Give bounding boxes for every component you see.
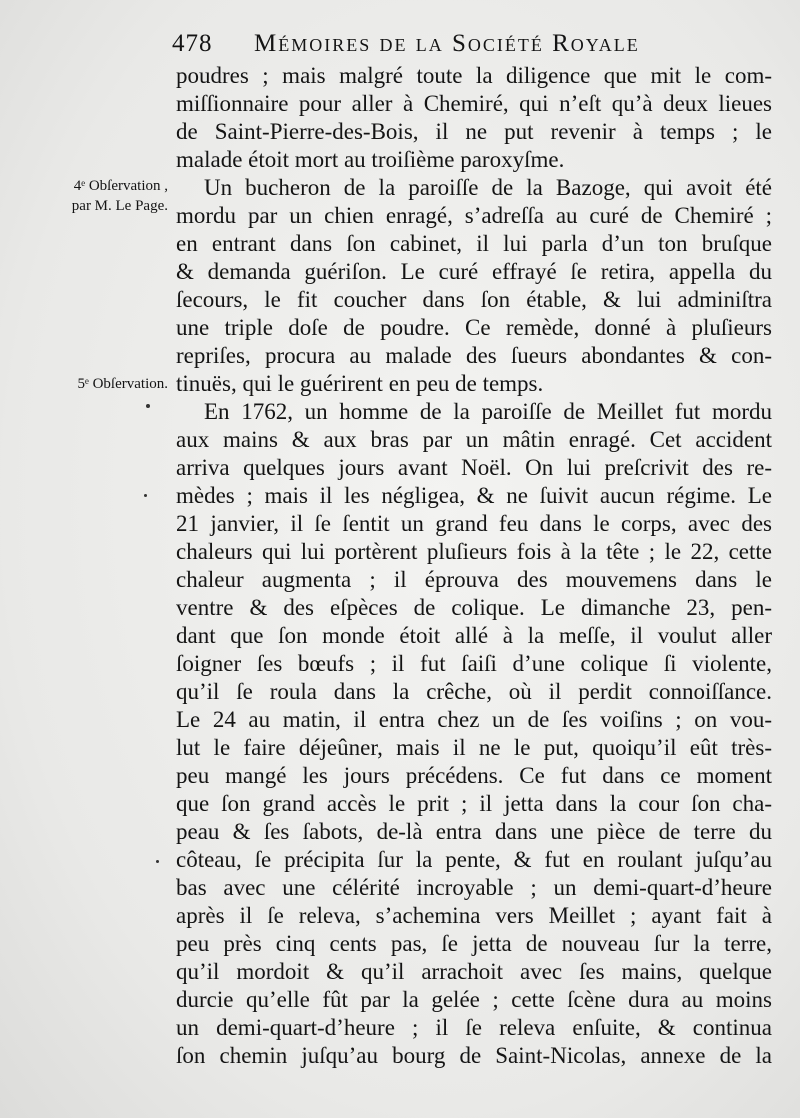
text-line: poudres ; mais malgré toute la diligence que mit le com-: [176, 63, 772, 88]
text-line: repriſes, procura au malade des ſueurs abondantes & con-: [176, 343, 772, 368]
text-line: peau & ſes ſabots, de-là entra dans une pièce de terre du: [176, 819, 772, 844]
text-line: Le 24 au matin, il entra chez un de ſes voiſins ; on vou-: [176, 707, 772, 732]
body-text: [176, 62, 772, 1070]
text-line: en entrant dans ſon cabinet, il lui parla d’un ton bruſque: [176, 231, 772, 256]
text-line: bas avec une célérité incroyable ; un demi-quart-d’heure: [176, 875, 772, 900]
paragraph-start-line: En 1762, un homme de la paroiſſe de Meillet fut mordu: [204, 399, 772, 424]
text-line: mordu par un chien enragé, s’adreſſa au curé de Chemiré ;: [176, 203, 772, 228]
text-line: aux mains & aux bras par un mâtin enragé. Cet accident: [176, 427, 772, 452]
text-line: peu mangé les jours précédens. Ce fut dans ce moment: [176, 763, 772, 788]
margin-note-line: 4ᵉ Obſervation ,: [73, 178, 168, 194]
margin-note-observation-5: [28, 374, 168, 394]
page-number: 478: [172, 30, 213, 57]
paragraph-start-line: Un bucheron de la paroiſſe de la Bazoge, qui avoit été: [204, 175, 772, 200]
text-line: 21 janvier, il ſe ſentit un grand feu dans le corps, avec des: [176, 511, 772, 536]
text-line: arriva quelques jours avant Noël. On lui preſcrivit des re-: [176, 455, 772, 480]
running-title: Mémoires de la Société Royale: [254, 30, 640, 57]
text-line: & demanda guériſon. Le curé effrayé ſe retira, appella du: [176, 259, 772, 284]
text-line: ſecours, le fit coucher dans ſon étable, & lui adminiſtra: [176, 287, 772, 312]
margin-note-line: par M. Le Page.: [71, 198, 168, 214]
ink-speck: [146, 404, 150, 408]
text-line: côteau, ſe précipita ſur la pente, & fut en roulant juſqu’au: [176, 847, 772, 872]
margin-note-observation-4: [28, 176, 168, 216]
text-line: que ſon grand accès le prit ; il jetta dans la cour ſon cha-: [176, 791, 772, 816]
text-line: un demi-quart-d’heure ; il ſe releva enſuite, & continua: [176, 1015, 772, 1040]
text-line: qu’il mordoit & qu’il arrachoit avec ſes mains, quelque: [176, 959, 772, 984]
text-line: une triple doſe de poudre. Ce remède, donné à pluſieurs: [176, 315, 772, 340]
text-line: ſon chemin juſqu’au bourg de Saint-Nicolas, annexe de la: [176, 1043, 772, 1068]
ink-speck: [156, 860, 159, 863]
text-line: peu près cinq cents pas, ſe jetta de nouveau ſur la terre,: [176, 931, 772, 956]
text-line: lut le faire déjeûner, mais il ne le put, quoiqu’il eût très-: [176, 735, 772, 760]
text-line: dant que ſon monde étoit allé à la meſſe, il voulut aller: [176, 623, 772, 648]
text-line: après il ſe releva, s’achemina vers Meillet ; ayant fait à: [176, 903, 772, 928]
text-line: mèdes ; mais il les négligea, & ne ſuivit aucun régime. Le: [176, 483, 772, 508]
ink-speck: [144, 494, 147, 497]
text-line: malade étoit mort au troiſième paroxyſme.: [176, 147, 565, 172]
text-line: durcie qu’elle fût par la gelée ; cette ſcène dura au moins: [176, 987, 772, 1012]
text-line: de Saint-Pierre-des-Bois, il ne put revenir à temps ; le: [176, 119, 772, 144]
text-line: ventre & des eſpèces de colique. Le dimanche 23, pen-: [176, 595, 772, 620]
text-line: ſoigner ſes bœufs ; il fut ſaiſi d’une colique ſi violente,: [176, 651, 772, 676]
text-line: chaleur augmenta ; il éprouva des mouvemens dans le: [176, 567, 772, 592]
margin-note-line: 5ᵉ Obſervation.: [77, 376, 168, 392]
text-line: miſſionnaire pour aller à Chemiré, qui n’eſt qu’à deux lieues: [176, 91, 772, 116]
text-line: qu’il ſe roula dans la crêche, où il perdit connoiſſance.: [176, 679, 772, 704]
page-header: [172, 30, 732, 64]
text-line: tinuës, qui le guérirent en peu de temps.: [176, 371, 544, 396]
text-line: chaleurs qui lui portèrent pluſieurs fois à la tête ; le 22, cette: [176, 539, 772, 564]
